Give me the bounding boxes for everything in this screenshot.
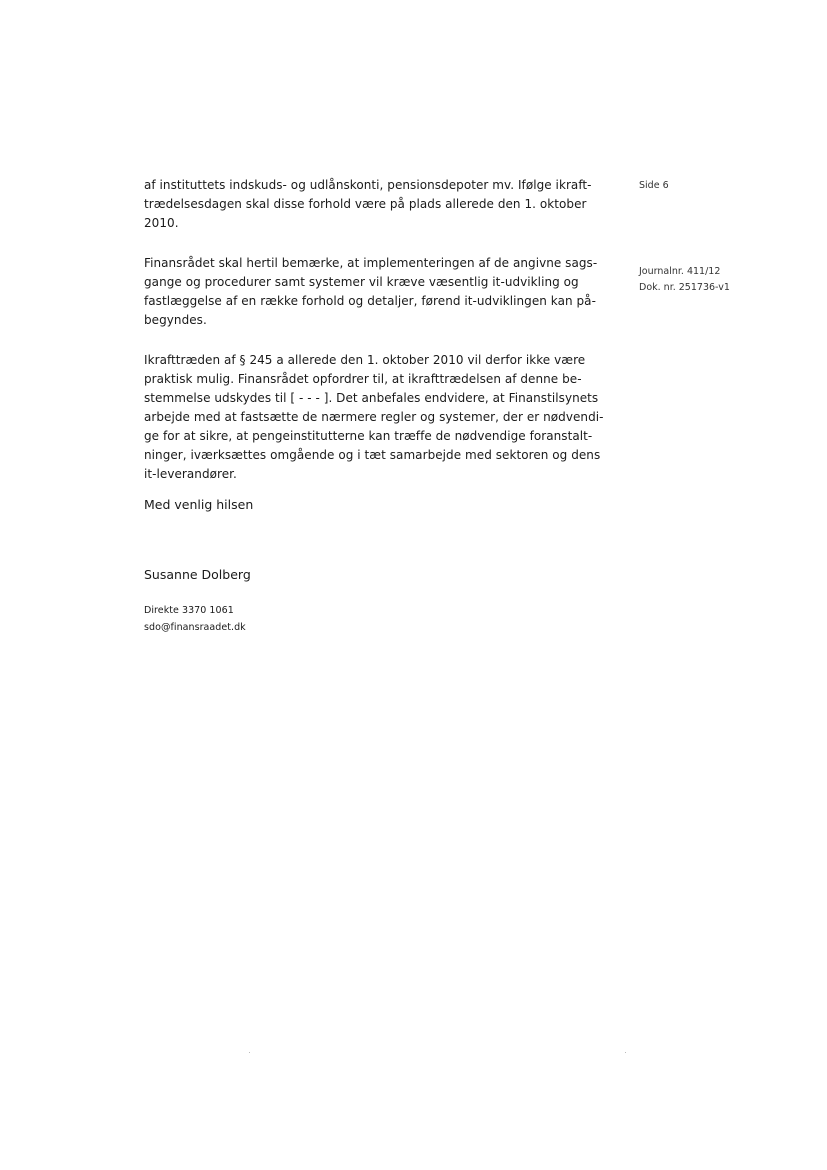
text-line: fastlæggelse af en række forhold og detaljer, førend it-udviklingen kan på- [144, 294, 596, 308]
text-line: gange og procedurer samt systemer vil kræve væsentlig it-udvikling og [144, 275, 579, 289]
text-line: begyndes. [144, 313, 207, 327]
text-line: trædelsesdagen skal disse forhold være på plads allerede den 1. oktober [144, 197, 587, 211]
text-line: ninger, iværksættes omgående og i tæt samarbejde med sektoren og dens [144, 448, 601, 462]
contact-phone: Direkte 3370 1061 [144, 605, 234, 616]
text-line: praktisk mulig. Finansrådet opfordrer til, at ikrafttrædelsen af denne be- [144, 372, 582, 386]
scan-speck [249, 1052, 250, 1053]
text-line: af instituttets indskuds- og udlånskonti, pensionsdepoter mv. Ifølge ikraft- [144, 178, 592, 192]
reference-block [639, 264, 730, 296]
text-line: 2010. [144, 216, 179, 230]
text-line: stemmelse udskydes til [ - - - ]. Det anbefales endvidere, at Finanstilsynets [144, 391, 599, 405]
contact-email: sdo@finansraadet.dk [144, 622, 246, 633]
document-number: Dok. nr. 251736-v1 [639, 282, 730, 293]
paragraph-2 [144, 254, 604, 330]
journal-number: Journalnr. 411/12 [639, 266, 721, 277]
text-line: arbejde med at fastsætte de nærmere regler og systemer, der er nødvendi- [144, 410, 604, 424]
text-line: ge for at sikre, at pengeinstitutterne kan træffe de nødvendige foranstalt- [144, 429, 593, 443]
letter-body [144, 176, 604, 505]
page-number: Side 6 [639, 180, 669, 191]
signer-name: Susanne Dolberg [144, 567, 251, 582]
paragraph-1 [144, 176, 604, 233]
closing-salutation: Med venlig hilsen [144, 497, 254, 512]
text-line: it-leverandører. [144, 467, 237, 481]
scan-speck [625, 1052, 626, 1053]
text-line: Finansrådet skal hertil bemærke, at implementeringen af de angivne sags- [144, 256, 598, 270]
contact-info [144, 602, 246, 636]
paragraph-3 [144, 351, 604, 484]
text-line: Ikrafttræden af § 245 a allerede den 1. oktober 2010 vil derfor ikke være [144, 353, 586, 367]
